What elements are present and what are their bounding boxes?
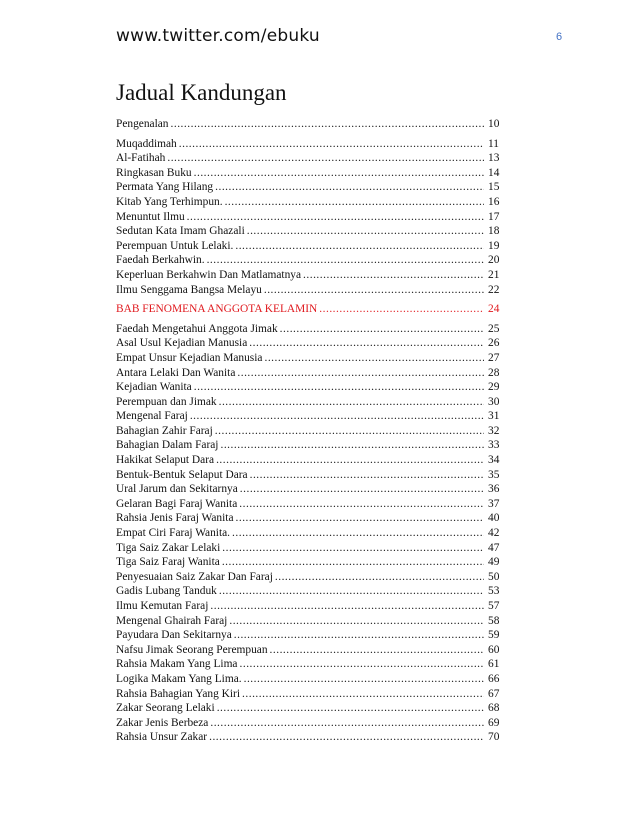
- toc-entry[interactable]: [116, 380, 512, 395]
- dot-leader: [220, 438, 484, 453]
- toc-entry-page: 50: [488, 570, 500, 583]
- dot-leader: [236, 511, 485, 526]
- toc-entry-title: Perempuan dan Jimak: [116, 395, 217, 408]
- toc-entry-title: Kejadian Wanita: [116, 381, 192, 394]
- toc-entry[interactable]: [116, 570, 512, 585]
- toc-group: [116, 137, 512, 298]
- toc-entry-title: Rahsia Bahagian Yang Kiri: [116, 687, 241, 700]
- toc-entry[interactable]: [116, 614, 512, 629]
- dot-leader: [280, 322, 484, 337]
- toc-chapter-heading[interactable]: [116, 302, 512, 317]
- toc-entry[interactable]: [116, 687, 512, 702]
- toc-entry-title: Tiga Saiz Faraj Wanita: [116, 556, 220, 569]
- toc-entry-title: Antara Lelaki Dan Wanita: [116, 366, 236, 379]
- toc-entry[interactable]: [116, 395, 512, 410]
- toc-entry[interactable]: [116, 283, 512, 298]
- toc-entry-page: 68: [488, 702, 500, 715]
- toc-entry[interactable]: [116, 239, 512, 254]
- toc-entry[interactable]: [116, 438, 512, 453]
- toc-entry-title: Asal Usul Kejadian Manusia: [116, 337, 248, 350]
- dot-leader: [217, 701, 484, 716]
- dot-leader: [194, 166, 484, 181]
- toc-entry[interactable]: [116, 657, 512, 672]
- dot-leader: [234, 628, 484, 643]
- toc-entry-page: 27: [488, 351, 500, 364]
- toc-entry-title: Muqaddimah: [116, 137, 177, 150]
- toc-entry-title: Al-Fatihah: [116, 152, 166, 165]
- toc-entry[interactable]: [116, 137, 512, 152]
- toc-entry-page: 28: [488, 366, 500, 379]
- toc-entry-page: 17: [488, 210, 500, 223]
- toc-entry[interactable]: [116, 210, 512, 225]
- dot-leader: [237, 366, 484, 381]
- dot-leader: [187, 210, 484, 225]
- toc-entry[interactable]: [116, 497, 512, 512]
- toc-entry-title: Faedah Berkahwin.: [116, 254, 205, 267]
- toc-entry-page: 47: [488, 541, 500, 554]
- dot-leader: [209, 730, 484, 745]
- toc-entry-page: 37: [488, 497, 500, 510]
- toc-entry-page: 13: [488, 152, 500, 165]
- toc-entry-page: 29: [488, 381, 500, 394]
- toc-entry[interactable]: [116, 511, 512, 526]
- dot-leader: [219, 395, 484, 410]
- toc-entry-title: Bahagian Zahir Faraj: [116, 424, 213, 437]
- toc-entry[interactable]: [116, 599, 512, 614]
- toc-entry[interactable]: [116, 268, 512, 283]
- toc-entry-page: 18: [488, 225, 500, 238]
- dot-leader: [179, 137, 484, 152]
- page-number: 6: [556, 31, 563, 43]
- toc-entry-title: Ilmu Senggama Bangsa Melayu: [116, 283, 262, 296]
- toc-entry[interactable]: [116, 351, 512, 366]
- dot-leader: [215, 180, 484, 195]
- dot-leader: [216, 453, 484, 468]
- toc-entry-title: Gelaran Bagi Faraj Wanita: [116, 497, 238, 510]
- dot-leader: [264, 351, 484, 366]
- toc-entry-page: 19: [488, 239, 500, 252]
- toc-entry[interactable]: [116, 322, 512, 337]
- toc-entry-page: 16: [488, 195, 500, 208]
- dot-leader: [167, 151, 484, 166]
- toc-entry-page: 10: [488, 118, 500, 130]
- dot-leader: [235, 239, 484, 254]
- toc-entry[interactable]: [116, 468, 512, 483]
- dot-leader: [319, 302, 484, 317]
- dot-leader: [303, 268, 484, 283]
- dot-leader: [232, 526, 484, 541]
- toc-entry-title: Perempuan Untuk Lelaki.: [116, 239, 234, 252]
- toc-entry[interactable]: [116, 117, 512, 132]
- toc-entry-page: 70: [488, 731, 500, 744]
- toc-entry-title: Zakar Seorang Lelaki: [116, 702, 215, 715]
- toc-entry-title: Rahsia Jenis Faraj Wanita: [116, 512, 234, 525]
- toc-entry-page: 25: [488, 322, 500, 335]
- dot-leader: [190, 409, 484, 424]
- toc-entry[interactable]: [116, 424, 512, 439]
- dot-leader: [215, 424, 484, 439]
- dot-leader: [225, 195, 484, 210]
- toc-entry-title: Faedah Mengetahui Anggota Jimak: [116, 322, 278, 335]
- page-title: Jadual Kandungan: [116, 80, 287, 105]
- toc-entry-title: Mengenal Faraj: [116, 410, 188, 423]
- toc-entry-title: Permata Yang Hilang: [116, 181, 214, 194]
- dot-leader: [219, 584, 484, 599]
- toc-entry-page: 35: [488, 468, 500, 481]
- toc-entry-title: Tiga Saiz Zakar Lelaki: [116, 541, 221, 554]
- dot-leader: [222, 541, 484, 556]
- dot-leader: [275, 570, 484, 585]
- dot-leader: [222, 555, 484, 570]
- toc-entry-page: 15: [488, 181, 500, 194]
- dot-leader: [207, 253, 484, 268]
- toc-entry-page: 58: [488, 614, 500, 627]
- toc-entry-title: Keperluan Berkahwin Dan Matlamatnya: [116, 268, 302, 281]
- toc-entry-title: Rahsia Unsur Zakar: [116, 731, 208, 744]
- toc-entry-title: Ilmu Kemutan Faraj: [116, 600, 209, 612]
- toc-entry[interactable]: [116, 224, 512, 239]
- toc-entry-title: Empat Ciri Faraj Wanita.: [116, 527, 231, 540]
- dot-leader: [240, 657, 485, 672]
- toc-entry[interactable]: [116, 628, 512, 643]
- dot-leader: [250, 468, 484, 483]
- toc-entry-page: 33: [488, 439, 500, 452]
- toc-entry-title: Payudara Dan Sekitarnya: [116, 629, 232, 642]
- toc-entry[interactable]: [116, 730, 512, 745]
- dot-leader: [239, 497, 484, 512]
- toc-entry-title: Bahagian Dalam Faraj: [116, 439, 219, 452]
- toc-entry-title: Hakikat Selaput Dara: [116, 454, 215, 467]
- toc-entry-title: Gadis Lubang Tanduk: [116, 585, 217, 598]
- toc-entry[interactable]: [116, 541, 512, 556]
- dot-leader: [240, 482, 484, 497]
- toc-entry-title: Kitab Yang Terhimpun.: [116, 195, 223, 208]
- toc-entry-title: Rahsia Makam Yang Lima: [116, 658, 238, 671]
- toc-entry-page: 59: [488, 629, 500, 642]
- toc-entry[interactable]: [116, 584, 512, 599]
- toc-entry[interactable]: [116, 195, 512, 210]
- toc-entry[interactable]: [116, 336, 512, 351]
- toc-entry[interactable]: [116, 672, 512, 687]
- toc-entry[interactable]: [116, 409, 512, 424]
- toc-entry-page: 53: [488, 585, 500, 598]
- toc-entry[interactable]: [116, 366, 512, 381]
- toc-entry[interactable]: [116, 453, 512, 468]
- toc-entry-title: Bentuk-Bentuk Selaput Dara: [116, 468, 248, 481]
- dot-leader: [194, 380, 484, 395]
- toc-entry-title: BAB FENOMENA ANGGOTA KELAMIN: [116, 303, 318, 316]
- toc-entry-page: 66: [488, 672, 500, 685]
- toc-entry-page: 40: [488, 512, 500, 525]
- dot-leader: [229, 614, 484, 629]
- dot-leader: [210, 716, 484, 731]
- toc-group: [116, 302, 512, 317]
- toc-entry[interactable]: [116, 643, 512, 658]
- toc-entry[interactable]: [116, 716, 512, 731]
- toc-entry-page: 42: [488, 527, 500, 540]
- toc-entry-title: Pengenalan: [116, 118, 169, 130]
- table-of-contents: [116, 117, 512, 750]
- toc-entry-title: Mengenal Ghairah Faraj: [116, 614, 228, 627]
- toc-entry-title: Ringkasan Buku: [116, 166, 192, 179]
- toc-entry-page: 36: [488, 483, 500, 496]
- toc-entry-title: Nafsu Jimak Seorang Perempuan: [116, 643, 268, 656]
- toc-entry-page: 60: [488, 643, 500, 656]
- toc-entry[interactable]: [116, 180, 512, 195]
- toc-entry-title: Sedutan Kata Imam Ghazali: [116, 225, 245, 238]
- toc-entry-page: 31: [488, 410, 500, 423]
- toc-entry[interactable]: [116, 482, 512, 497]
- toc-entry-page: 20: [488, 254, 500, 267]
- dot-leader: [247, 224, 484, 239]
- toc-entry[interactable]: [116, 526, 512, 541]
- toc-entry-title: Zakar Jenis Berbeza: [116, 716, 209, 729]
- toc-entry-page: 57: [488, 600, 500, 612]
- toc-entry-page: 22: [488, 283, 500, 296]
- toc-entry-page: 30: [488, 395, 500, 408]
- toc-entry-page: 67: [488, 687, 500, 700]
- toc-entry[interactable]: [116, 151, 512, 166]
- dot-leader: [244, 672, 484, 687]
- toc-entry-page: 32: [488, 424, 500, 437]
- toc-entry-title: Logika Makam Yang Lima.: [116, 672, 242, 685]
- dot-leader: [249, 336, 484, 351]
- toc-entry-title: Menuntut Ilmu: [116, 210, 185, 223]
- toc-entry-title: Penyesuaian Saiz Zakar Dan Faraj: [116, 570, 273, 583]
- toc-entry-page: 24: [488, 303, 500, 316]
- toc-entry-page: 34: [488, 454, 500, 467]
- toc-entry-page: 49: [488, 556, 500, 569]
- dot-leader: [270, 643, 484, 658]
- toc-entry-page: 69: [488, 716, 500, 729]
- toc-group: [116, 322, 512, 745]
- toc-entry-title: Empat Unsur Kejadian Manusia: [116, 351, 263, 364]
- dot-leader: [210, 599, 484, 614]
- toc-entry-page: 61: [488, 658, 500, 671]
- toc-entry-page: 11: [488, 137, 499, 150]
- toc-entry-title: Ural Jarum dan Sekitarnya: [116, 483, 238, 496]
- toc-entry[interactable]: [116, 701, 512, 716]
- toc-entry[interactable]: [116, 166, 512, 181]
- toc-entry-page: 26: [488, 337, 500, 350]
- toc-entry[interactable]: [116, 253, 512, 268]
- toc-group: [116, 117, 512, 132]
- toc-entry-page: 21: [488, 268, 500, 281]
- dot-leader: [264, 283, 484, 298]
- toc-entry[interactable]: [116, 555, 512, 570]
- header-url: www.twitter.com/ebuku: [116, 26, 320, 46]
- dot-leader: [242, 687, 484, 702]
- toc-entry-page: 14: [488, 166, 500, 179]
- dot-leader: [171, 117, 484, 132]
